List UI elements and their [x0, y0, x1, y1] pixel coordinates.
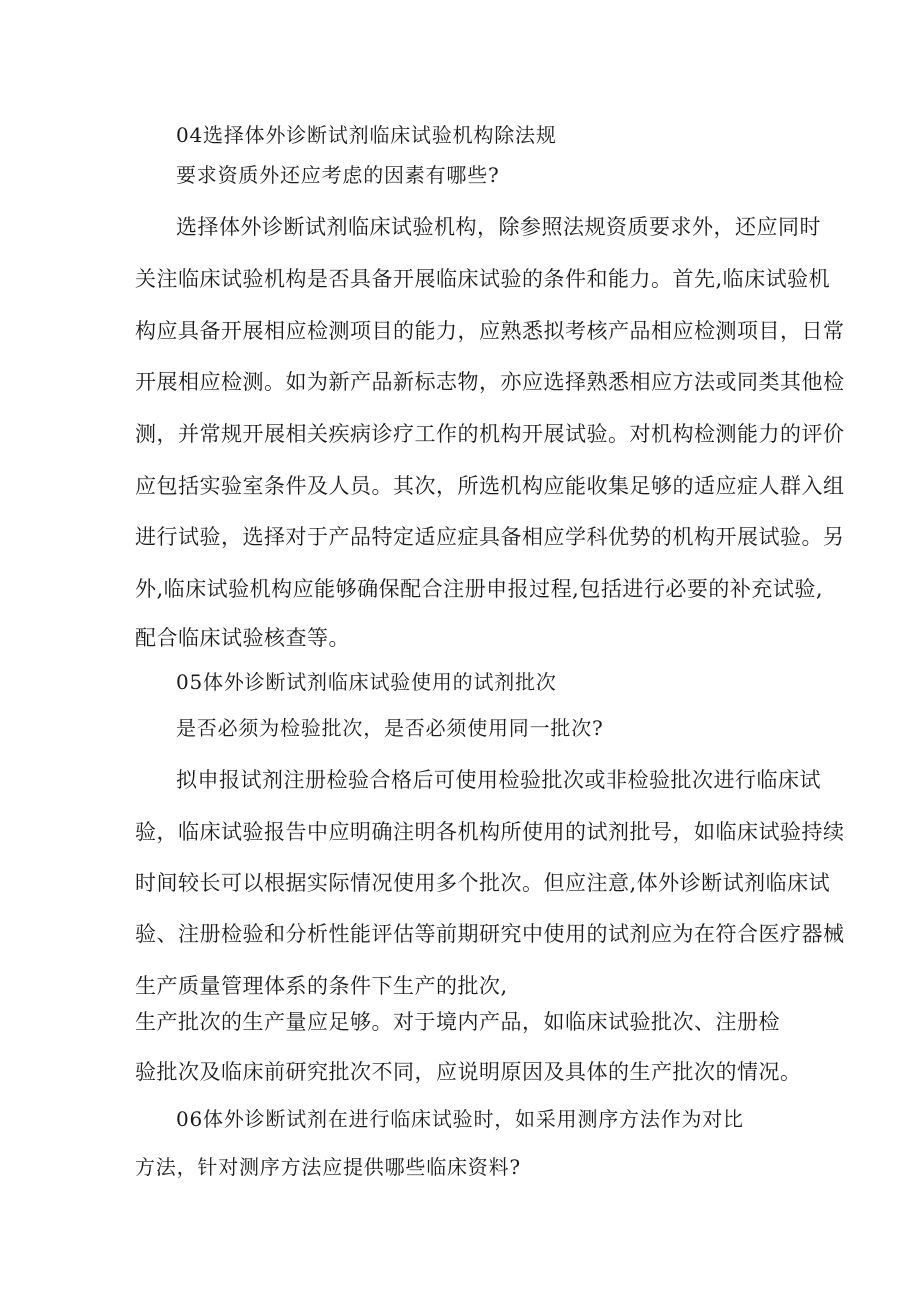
q04-answer-line: 应包括实验室条件及人员。其次，所选机构应能收集足够的适应症人群入组 [135, 474, 845, 498]
q05-answer-line: 生产质量管理体系的条件下生产的批次, [135, 974, 508, 998]
q05-answer-line: 拟申报试剂注册检验合格后可使用检验批次或非检验批次进行临床试 [176, 768, 821, 792]
q05-answer-line: 验，临床试验报告中应明确注明各机构所使用的试剂批号，如临床试验持续 [135, 820, 845, 844]
q04-title-line2: 要求资质外还应考虑的因素有哪些? [176, 163, 500, 187]
q05-answer-line: 验、注册检验和分析性能评估等前期研究中使用的试剂应为在符合医疗器械 [135, 922, 845, 946]
q04-title-line1: 04选择体外诊断试剂临床试验机构除法规 [176, 123, 557, 147]
q06-title-line1: 06体外诊断试剂在进行临床试验时，如采用测序方法作为对比 [176, 1107, 744, 1131]
q04-answer-line: 测，并常规开展相关疾病诊疗工作的机构开展试验。对机构检测能力的评价 [135, 422, 845, 446]
q05-answer-line: 验批次及临床前研究批次不同，应说明原因及具体的生产批次的情况。 [135, 1060, 802, 1084]
q04-answer-line: 外,临床试验机构应能够确保配合注册申报过程,包括进行必要的补充试验, [135, 577, 824, 601]
q06-title-line2: 方法，针对测序方法应提供哪些临床资料? [135, 1155, 521, 1179]
q04-answer-line: 关注临床试验机构是否具备开展临床试验的条件和能力。首先,临床试验机 [135, 267, 831, 291]
q05-title-line2: 是否必须为检验批次，是否必须使用同一批次? [176, 716, 604, 740]
q04-answer-line: 构应具备开展相应检测项目的能力，应熟悉拟考核产品相应检测项目，日常 [135, 319, 845, 343]
q04-answer-line: 开展相应检测。如为新产品新标志物，亦应选择熟悉相应方法或同类其他检 [135, 370, 845, 394]
q04-answer-line: 进行试验，选择对于产品特定适应症具备相应学科优势的机构开展试验。另 [135, 525, 845, 549]
q05-answer-line: 时间较长可以根据实际情况使用多个批次。但应注意,体外诊断试剂临床试 [135, 871, 831, 895]
q04-answer-line: 选择体外诊断试剂临床试验机构，除参照法规资质要求外，还应同时 [176, 215, 821, 239]
q04-answer-line: 配合临床试验核查等。 [135, 626, 350, 650]
q05-answer-line: 生产批次的生产量应足够。对于境内产品，如临床试验批次、注册检 [135, 1010, 780, 1034]
q05-title-line1: 05体外诊断试剂临床试验使用的试剂批次 [176, 670, 557, 694]
